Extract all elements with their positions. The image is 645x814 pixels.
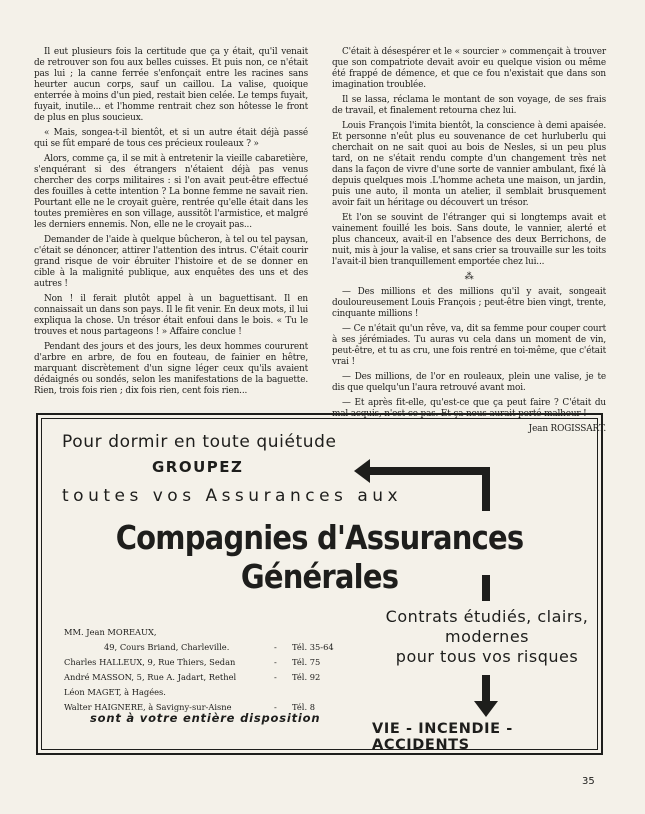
ad-arrow-vertical-top: [482, 467, 490, 511]
author-signature: Jean ROGISSART.: [528, 424, 606, 434]
article-paragraph: C'était à désespérer et le « sourcier » commençait à trouver que son compatriote devait avoir eu quelque vision ou même été frappé de démence, et que ce fou n'existait que dans son imagination troublée.: [332, 47, 606, 90]
ad-risks: VIE - INCENDIE - ACCIDENTS: [372, 721, 513, 753]
ad-arrow-vertical-middle: [482, 575, 490, 601]
section-separator: ⁂: [464, 272, 474, 282]
article-paragraph: Demander de l'aide à quelque bûcheron, à tel ou tel paysan, c'était se dénoncer, attirer l'attention des intrus. C'était courir grand risque de voir ébruiter l'histoire et de se donner en cible à la malignité publique, aux enquêtes des uns et des autres !: [34, 235, 308, 289]
agent-dash: -: [274, 657, 277, 667]
agent-name: André MASSON, 5, Rue A. Jadart, Rethel: [64, 672, 237, 682]
ad-disposition: sont à votre entière disposition: [90, 711, 321, 725]
ad-subtagline: toutes vos Assurances aux: [62, 486, 403, 506]
article-paragraph: — Des millions et des millions qu'il y avait, songeait douloureusement Louis François ; peut-être bien vingt, trente, cinquante millions !: [332, 287, 606, 319]
page-number: 35: [582, 776, 595, 787]
agent-name: Walter HAIGNERE, à Savigny-sur-Aisne: [64, 702, 232, 712]
ad-arrow-horizontal: [360, 467, 490, 475]
agent-dash: -: [274, 702, 277, 712]
article-paragraph: Et l'on se souvint de l'étranger qui si longtemps avait et vainement fouillé les bois. Sans doute, le vannier, alerté et plus chanceux, avait-il en l'absence des deux Berrichons, de nuit, mis à jour la valise, et sans crier sa trouvaille sur les toits l'avait-il bien tranquillement emportée chez lui...: [332, 213, 606, 267]
ad-groupez: GROUPEZ: [152, 458, 244, 476]
article-paragraph: Pendant des jours et des jours, les deux hommes coururent d'arbre en arbre, de fou en fouteau, de fainier en hêtre, marquant discrètement d'un signe léger ceux qu'ils avaient dédaignés ou sondés, selon les manifestations de la baguette. Rien, trois fois rien ; dix fois rien, cent fois rien...: [34, 342, 308, 396]
article-right-column: [332, 47, 606, 435]
article-paragraph: Il eut plusieurs fois la certitude que ça y était, qu'il venait de retrouver son fou aux belles cuisses. Et puis non, ce n'était pas lui ; la canne ferrée s'enfonçait entre les racines sans heurter aucun corps, sauf un caillou. La valise, quoique enterrée à moins d'un pied, restait bien celée. Le temps fuyait, fuyait, inutile... et l'homme rentrait chez son hôtesse le front de plus en plus soucieux.: [34, 47, 308, 123]
ad-company-name: Compagnies d'Assurances Générales: [115, 517, 524, 597]
agent-name: 49, Cours Briand, Charleville.: [104, 642, 230, 652]
article-paragraph: Non ! il ferait plutôt appel à un baguettisant. Il en connaissait un dans son pays. Il le fit venir. En deux mots, il lui expliqua la chose. Un trésor était enfoui dans le bois. « Tu le trouves et nous partageons ! » Affaire conclue !: [34, 294, 308, 337]
agent-phone: Tél. 75: [292, 657, 321, 667]
insurance-advertisement: [36, 413, 603, 755]
ad-inner-border: [41, 418, 598, 753]
agent-phone: Tél. 35-64: [292, 642, 334, 652]
agent-name: Léon MAGET, à Hagées.: [64, 687, 166, 697]
article-paragraph: « Mais, songea-t-il bientôt, et si un autre était déjà passé qui se fût emparé de tous ces précieux rouleaux ? »: [34, 128, 308, 149]
ad-contrats-line: modernes: [445, 627, 529, 646]
article-paragraph: Il se lassa, réclama le montant de son voyage, de ses frais de travail, et finalement retourna chez lui.: [332, 95, 606, 116]
arrow-down-icon: [474, 701, 498, 717]
article-paragraph: Alors, comme ça, il se mit à entretenir la vieille cabaretière, s'enquérant si des étrangers n'étaient déjà pas venus chercher des corps militaires : si l'on avait peut-être effectué des fouilles à cette intention ? La bonne femme ne savait rien. Pourtant elle ne le croyait guère, rentrée qu'elle était dans les toutes premières en son village, aussitôt l'armistice, et malgré les derniers ennemis. Non, elle ne le croyait pas...: [34, 154, 308, 230]
agent-phone: Tél. 92: [292, 672, 321, 682]
article-paragraph: — Ce n'était qu'un rêve, va, dit sa femme pour couper court à ses jérémiades. Tu auras vu cela dans un moment de vin, peut-être, et tu as cru, une fois rentré en toi-même, que c'était vrai !: [332, 324, 606, 367]
article-left-column: [34, 47, 308, 401]
ad-tagline: Pour dormir en toute quiétude: [62, 432, 337, 452]
ad-contrats-line: pour tous vos risques: [395, 647, 579, 666]
agent-name: MM. Jean MOREAUX,: [64, 627, 157, 637]
ad-contrats: [342, 607, 632, 667]
agent-name: Charles HALLEUX, 9, Rue Thiers, Sedan: [64, 657, 236, 667]
article-paragraph: — Des millions, de l'or en rouleaux, plein une valise, je te dis que quelqu'un l'aura retrouvé avant moi.: [332, 372, 606, 393]
agent-phone: Tél. 8: [292, 702, 316, 712]
agent-dash: -: [274, 642, 277, 652]
article-paragraph: Louis François l'imita bientôt, la conscience à demi apaisée. Et personne n'eût plus eu souvenance de cet hurluberlu qui cherchait on ne sait quoi au bois de Nesles, si un peu plus tard, on ne s'était rendu compte d'un changement très net dans la façon de vivre d'une sorte de vannier ambulant, fixé là depuis quelques mois .L'homme acheta une maison, un jardin, puis une auto, il monta un atelier, il semblait brusquement avoir fait un héritage ou découvert un trésor.: [332, 121, 606, 208]
article-paragraph: — Et après fit-elle, qu'est-ce que ça peut faire ? C'était du mal acquis, n'est-ce pas. Et ça nous aurait porté malheur !: [332, 398, 606, 419]
ad-contrats-line: Contrats étudiés, clairs,: [385, 607, 589, 626]
agent-dash: -: [274, 672, 277, 682]
